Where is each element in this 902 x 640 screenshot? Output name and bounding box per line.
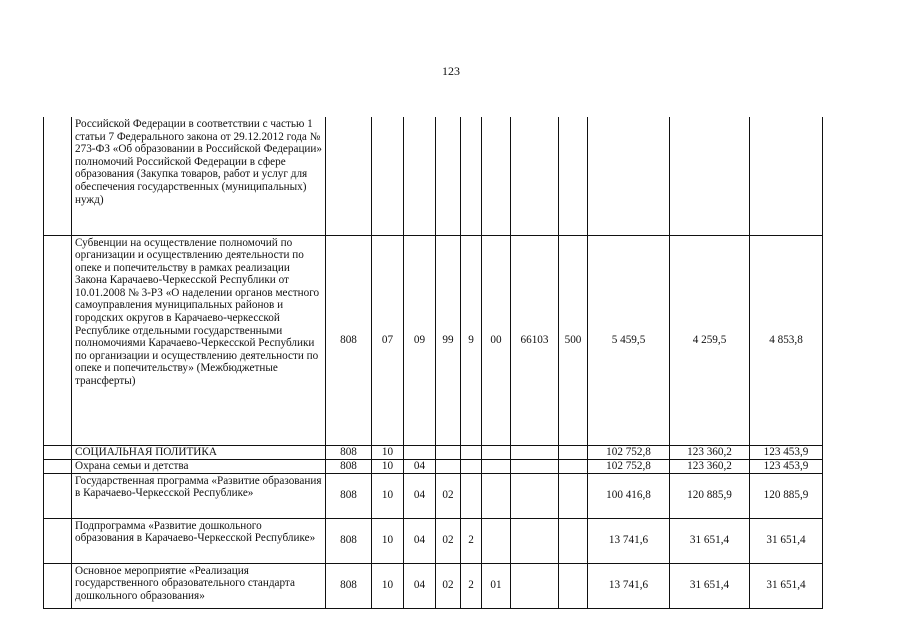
measure-code-cell: 00 [482, 235, 511, 445]
measure-code-cell [482, 459, 511, 473]
direction-code-cell [511, 563, 559, 608]
amount-year1-cell: 102 752,8 [588, 445, 670, 459]
measure-code-cell: 01 [482, 563, 511, 608]
ministry-code-cell: 808 [326, 563, 372, 608]
measure-code-cell [482, 518, 511, 563]
ministry-code-cell: 808 [326, 445, 372, 459]
measure-code-cell [482, 445, 511, 459]
subprogram-code-cell [461, 445, 482, 459]
row-description: Российской Федерации в соответствии с частью 1 статьи 7 Федерального закона от 29.12.2012 года № 273-ФЗ «Об образовании в Российской Федерации» полномочий Российской Федерации в сфере образования (Закупка товаров, работ и услуг для обеспечения государственных (муниципальных) нужд) [72, 117, 326, 235]
row-index-cell [44, 459, 72, 473]
amount-year2-cell: 31 651,4 [670, 563, 750, 608]
section-code-cell: 10 [372, 445, 404, 459]
subprogram-code-cell: 9 [461, 235, 482, 445]
expense-type-cell: 500 [559, 235, 588, 445]
row-description: Подпрограмма «Развитие дошкольного образования в Карачаево-Черкесской Республике» [72, 518, 326, 563]
subsection-code-cell [404, 445, 436, 459]
table-row [44, 445, 823, 459]
measure-code-cell [482, 473, 511, 518]
amount-year3-cell: 120 885,9 [750, 473, 823, 518]
subsection-code-cell: 09 [404, 235, 436, 445]
program-code-cell: 99 [436, 235, 461, 445]
program-code-cell [436, 445, 461, 459]
amount-year3-cell: 123 453,9 [750, 445, 823, 459]
row-description: Субвенции на осуществление полномочий по организации и осуществлению деятельности по опеке и попечительству в рамках реализации Закона Карачаево-Черкесской Республики от 10.01.2008 № 3-РЗ «О наделении органов местного самоуправления муниципальных районов и городских округов в Карачаево-черкесской Республике отдельными государственными полномочиями Карачаево-Черкесской Республики по организации и осуществлению деятельности по опеке и попечительству» (Межбюджетные трансферты) [72, 235, 326, 445]
amount-year1-cell: 102 752,8 [588, 459, 670, 473]
ministry-code-cell: 808 [326, 473, 372, 518]
row-description: СОЦИАЛЬНАЯ ПОЛИТИКА [72, 445, 326, 459]
subprogram-code-cell [461, 459, 482, 473]
subsection-code-cell: 04 [404, 518, 436, 563]
table-row [44, 235, 823, 445]
row-description: Охрана семьи и детства [72, 459, 326, 473]
section-code-cell: 10 [372, 563, 404, 608]
section-code-cell: 10 [372, 518, 404, 563]
amount-year2-cell: 120 885,9 [670, 473, 750, 518]
row-index-cell [44, 117, 72, 235]
page-number: 123 [442, 64, 460, 78]
subprogram-code-cell [461, 117, 482, 235]
amount-year1-cell: 13 741,6 [588, 563, 670, 608]
expense-type-cell [559, 563, 588, 608]
row-index-cell [44, 473, 72, 518]
program-code-cell [436, 117, 461, 235]
amount-year3-cell: 123 453,9 [750, 459, 823, 473]
expense-type-cell [559, 518, 588, 563]
amount-year2-cell: 4 259,5 [670, 235, 750, 445]
row-description: Основное мероприятие «Реализация государственного образовательного стандарта дошкольного образования» [72, 563, 326, 608]
subprogram-code-cell [461, 473, 482, 518]
direction-code-cell [511, 473, 559, 518]
table-row [44, 459, 823, 473]
amount-year3-cell [750, 117, 823, 235]
direction-code-cell: 66103 [511, 235, 559, 445]
direction-code-cell [511, 117, 559, 235]
table-row [44, 518, 823, 563]
subprogram-code-cell: 2 [461, 518, 482, 563]
table-row [44, 563, 823, 608]
program-code-cell [436, 459, 461, 473]
ministry-code-cell: 808 [326, 518, 372, 563]
amount-year3-cell: 31 651,4 [750, 518, 823, 563]
section-code-cell: 10 [372, 459, 404, 473]
row-index-cell [44, 518, 72, 563]
table-row [44, 473, 823, 518]
amount-year1-cell [588, 117, 670, 235]
subsection-code-cell: 04 [404, 459, 436, 473]
subprogram-code-cell: 2 [461, 563, 482, 608]
subsection-code-cell: 04 [404, 563, 436, 608]
program-code-cell: 02 [436, 563, 461, 608]
expense-type-cell [559, 117, 588, 235]
amount-year2-cell: 123 360,2 [670, 445, 750, 459]
row-index-cell [44, 563, 72, 608]
expense-type-cell [559, 445, 588, 459]
amount-year2-cell: 123 360,2 [670, 459, 750, 473]
expense-type-cell [559, 473, 588, 518]
program-code-cell: 02 [436, 473, 461, 518]
measure-code-cell [482, 117, 511, 235]
direction-code-cell [511, 445, 559, 459]
amount-year1-cell: 5 459,5 [588, 235, 670, 445]
direction-code-cell [511, 459, 559, 473]
ministry-code-cell: 808 [326, 459, 372, 473]
direction-code-cell [511, 518, 559, 563]
subsection-code-cell: 04 [404, 473, 436, 518]
row-description: Государственная программа «Развитие образования в Карачаево-Черкесской Республике» [72, 473, 326, 518]
amount-year2-cell [670, 117, 750, 235]
expense-type-cell [559, 459, 588, 473]
amount-year1-cell: 13 741,6 [588, 518, 670, 563]
ministry-code-cell [326, 117, 372, 235]
section-code-cell [372, 117, 404, 235]
budget-table [43, 117, 823, 609]
amount-year2-cell: 31 651,4 [670, 518, 750, 563]
section-code-cell: 07 [372, 235, 404, 445]
table-row [44, 117, 823, 235]
section-code-cell: 10 [372, 473, 404, 518]
amount-year1-cell: 100 416,8 [588, 473, 670, 518]
ministry-code-cell: 808 [326, 235, 372, 445]
subsection-code-cell [404, 117, 436, 235]
amount-year3-cell: 4 853,8 [750, 235, 823, 445]
row-index-cell [44, 445, 72, 459]
amount-year3-cell: 31 651,4 [750, 563, 823, 608]
program-code-cell: 02 [436, 518, 461, 563]
row-index-cell [44, 235, 72, 445]
